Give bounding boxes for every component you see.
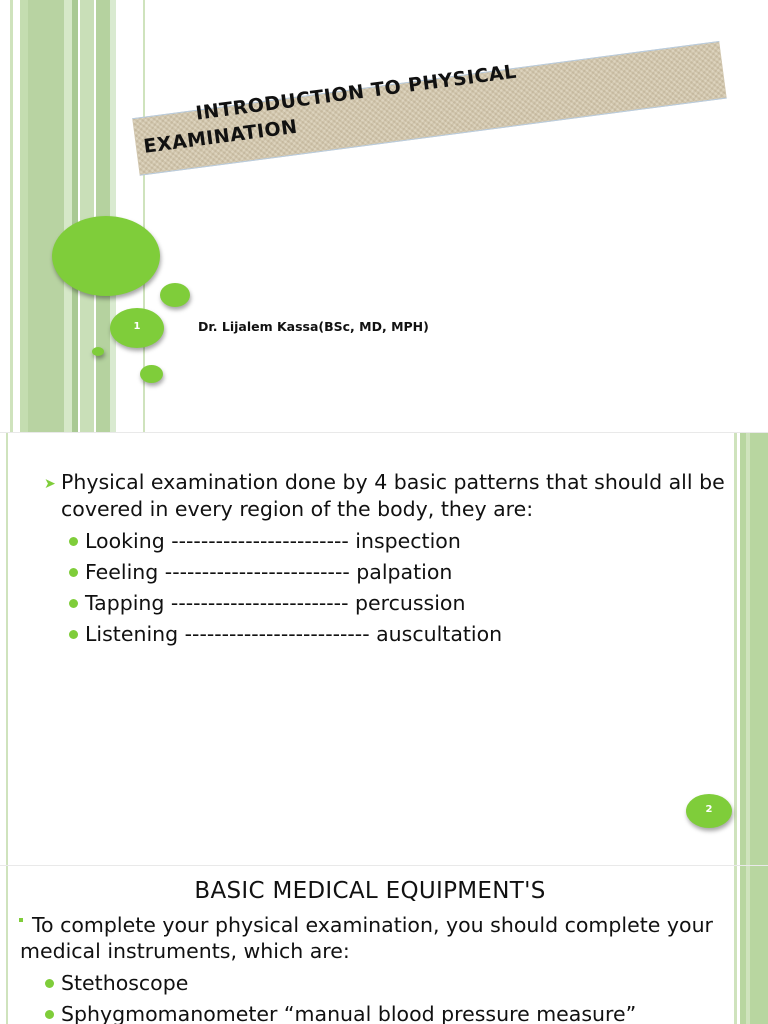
author-line: Dr. Lijalem Kassa(BSc, MD, MPH) (198, 319, 429, 334)
list-item: Looking ------------------------ inspection (85, 526, 734, 557)
bullet-dot-icon (69, 568, 78, 577)
decorative-stripes-left (0, 0, 148, 432)
bullet-dot-icon (69, 537, 78, 546)
decor-circle-large (52, 216, 160, 296)
bullet-dot-icon (45, 1010, 54, 1019)
equipment-content (20, 912, 730, 1024)
title-slide (0, 0, 768, 432)
bullet-dot-icon (69, 630, 78, 639)
decorative-stripes-right (734, 433, 768, 865)
square-bullet-icon (19, 918, 23, 922)
arrow-bullet-icon: ➤ (44, 476, 56, 492)
decor-circle-small-2 (140, 365, 163, 383)
title-line-2: EXAMINATION (142, 115, 299, 158)
patterns-content (44, 469, 734, 650)
decor-circle-tiny (92, 347, 104, 356)
decor-circle-small (160, 283, 190, 307)
equipment-intro: To complete your physical examination, you should complete your medical instruments, which are: (20, 913, 713, 963)
slide-heading: BASIC MEDICAL EQUIPMENT'S (194, 878, 546, 904)
patterns-intro-block (44, 469, 734, 523)
bullet-dot-icon (45, 979, 54, 988)
slide-number: 1 (133, 321, 141, 332)
patterns-intro: Physical examination done by 4 basic patterns that should all be covered in every region of the body, they are: (61, 470, 725, 521)
equipment-intro-block (20, 912, 730, 964)
list-item: Listening ------------------------- auscultation (85, 619, 734, 650)
content-slide-equipment (0, 866, 768, 1024)
patterns-list (44, 526, 734, 650)
title-line-1: INTRODUCTION TO PHYSICAL (194, 60, 518, 125)
list-item: Feeling ------------------------- palpation (85, 557, 734, 588)
content-slide-patterns (0, 433, 768, 865)
list-item: Sphygmomanometer “manual blood pressure measure” (61, 999, 730, 1024)
slide-number: 2 (705, 804, 713, 815)
list-item: Stethoscope (61, 968, 730, 999)
bullet-dot-icon (69, 599, 78, 608)
list-item: Tapping ------------------------ percussion (85, 588, 734, 619)
equipment-list (20, 968, 730, 1024)
